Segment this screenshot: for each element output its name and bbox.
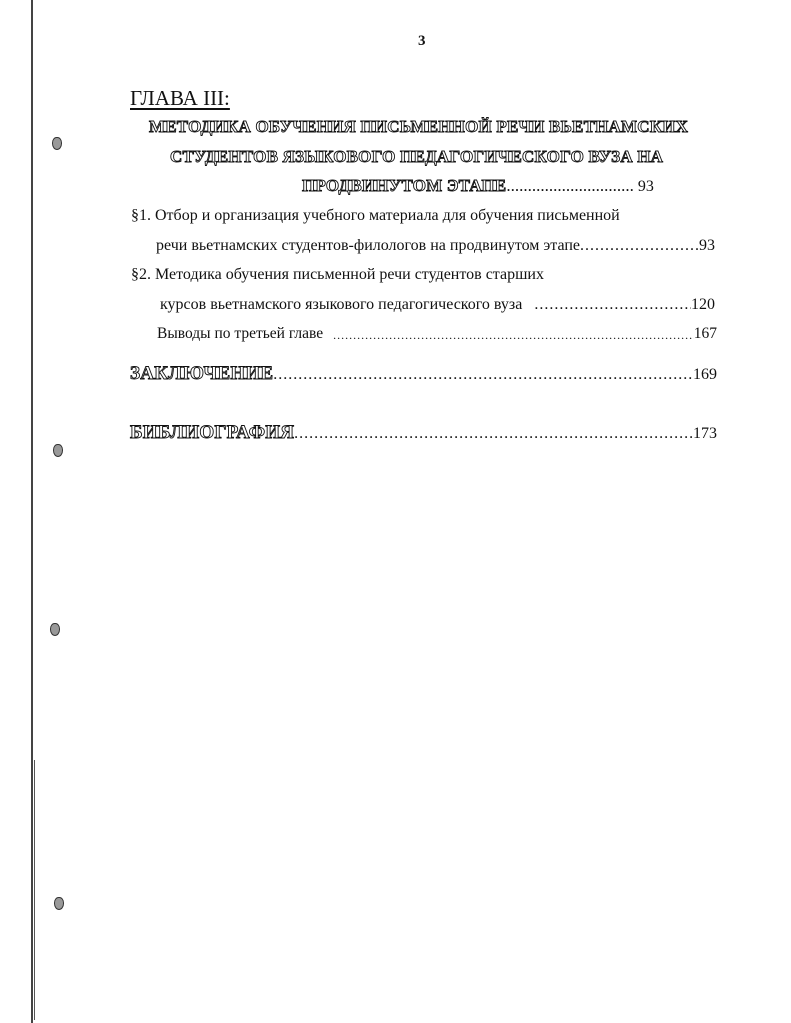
binding-edge-line-secondary	[34, 760, 35, 1020]
bibliography-label: БИБЛИОГРАФИЯ	[130, 422, 295, 443]
chapter-title-line-3-row[interactable]	[302, 176, 654, 196]
chapter-title-line-3: ПРОДВИНУТОМ ЭТАПЕ	[302, 176, 507, 195]
punch-hole-icon	[50, 623, 60, 636]
bibliography-row[interactable]	[130, 422, 717, 444]
dot-leader	[534, 296, 691, 314]
section-1-page: 93	[699, 237, 715, 254]
conclusion-row[interactable]	[130, 363, 717, 385]
chapter-title-line-1: МЕТОДИКА ОБУЧЕНИЯ ПИСЬМЕННОЙ РЕЧИ ВЬЕТНАМСКИХ	[149, 117, 689, 136]
dot-leader	[333, 328, 694, 343]
chapter-conclusions-label: Выводы по третьей главе	[157, 325, 324, 342]
chapter-title-line-2: СТУДЕНТОВ ЯЗЫКОВОГО ПЕДАГОГИЧЕСКОГО ВУЗА НА	[170, 147, 664, 166]
chapter-label: ГЛАВА III:	[130, 86, 230, 110]
section-2-page: 120	[691, 296, 715, 313]
conclusion-label: ЗАКЛЮЧЕНИЕ	[130, 363, 274, 384]
dot-leader	[273, 366, 693, 385]
section-1-title-line-2: речи вьетнамских студентов-филологов на продвинутом этапе	[156, 237, 581, 254]
section-2-title-line-1: §2. Методика обучения письменной речи студентов старших	[131, 266, 544, 283]
section-2-title-row[interactable]	[160, 296, 715, 314]
punch-hole-icon	[54, 897, 64, 910]
conclusion-page: 169	[693, 366, 717, 383]
section-1-title-line-1: §1. Отбор и организация учебного материала для обучения письменной	[131, 207, 620, 224]
section-2-title-line-2: курсов вьетнамского языкового педагогического вуза	[160, 296, 523, 313]
section-1-title-row[interactable]	[156, 237, 715, 255]
chapter-conclusions-page: 167	[693, 325, 717, 342]
page-number: 3	[418, 33, 426, 49]
binding-edge-line	[31, 0, 33, 1023]
bibliography-page: 173	[693, 425, 717, 442]
dot-leader	[580, 237, 699, 255]
punch-hole-icon	[53, 444, 63, 457]
chapter-conclusions-row[interactable]	[157, 325, 717, 343]
chapter-title-dots: ..............................	[506, 176, 634, 195]
chapter-title-page: 93	[637, 178, 654, 195]
punch-hole-icon	[52, 137, 62, 150]
dot-leader	[294, 425, 693, 444]
